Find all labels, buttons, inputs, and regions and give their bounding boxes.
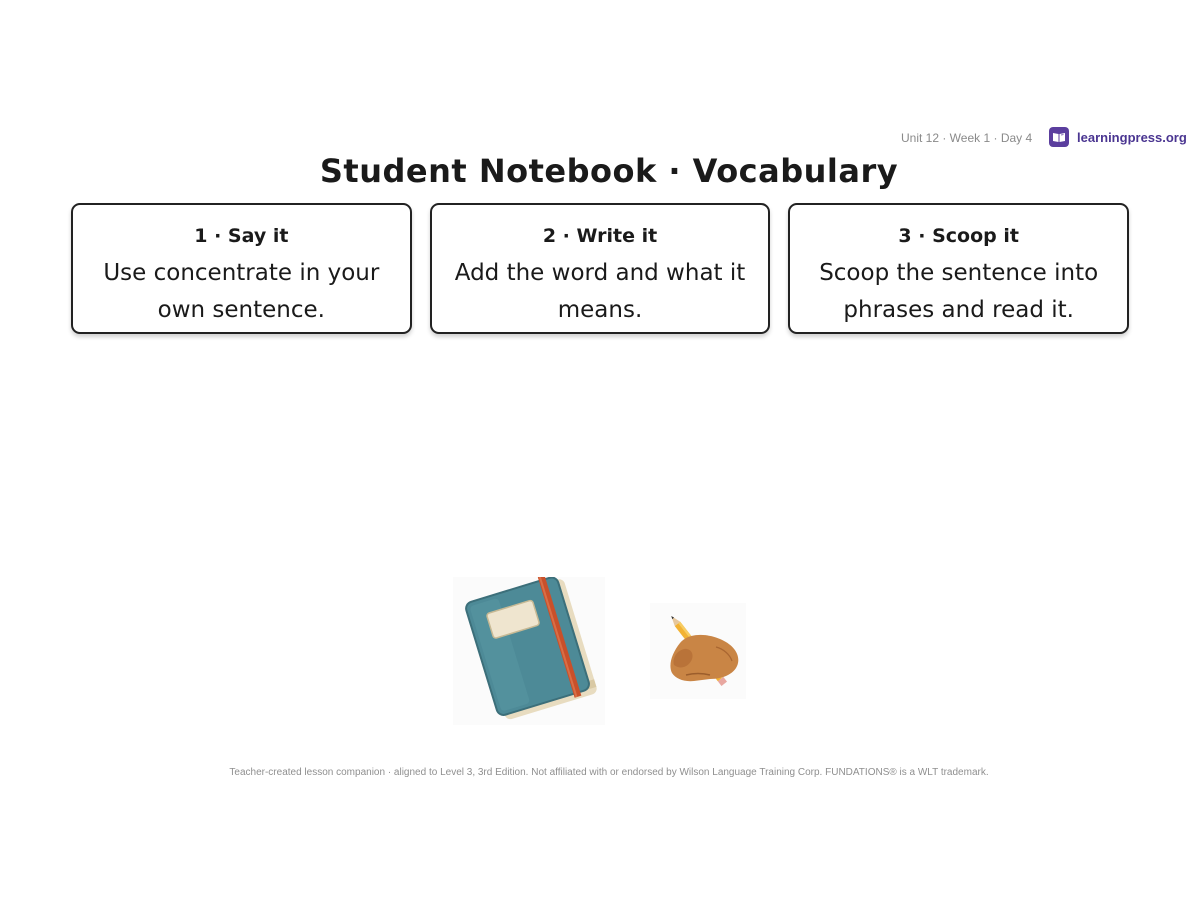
lesson-meta: Unit 12 · Week 1 · Day 4 [901, 131, 1033, 145]
step-card-write [430, 203, 771, 334]
step-instruction: Use concentrate in your own sentence. [103, 260, 380, 323]
step-heading: 3 · Scoop it [898, 225, 1019, 247]
step-heading: 2 · Write it [542, 225, 658, 247]
open-book-icon [1049, 127, 1069, 147]
step-instruction: Add the word and what it means. [454, 260, 746, 323]
step-card-scoop [788, 203, 1129, 334]
step-instruction: Scoop the sentence into phrases and read it. [819, 260, 1099, 323]
brand-link[interactable] [1049, 127, 1187, 147]
brand-name: learningpress.org [1077, 129, 1187, 145]
step-heading: 1 · Say it [194, 225, 289, 247]
notebook-icon [453, 577, 605, 725]
writing-hand-icon [650, 603, 746, 699]
steps-row [71, 203, 1129, 334]
footer-disclaimer: Teacher-created lesson companion · aligned to Level 3, 3rd Edition. Not affiliated with or endorsed by Wilson Language Training Corp. FUNDATIONS® is a WLT trademark. [229, 767, 989, 778]
page-title: Student Notebook · Vocabulary [319, 152, 899, 190]
step-card-say [71, 203, 412, 334]
